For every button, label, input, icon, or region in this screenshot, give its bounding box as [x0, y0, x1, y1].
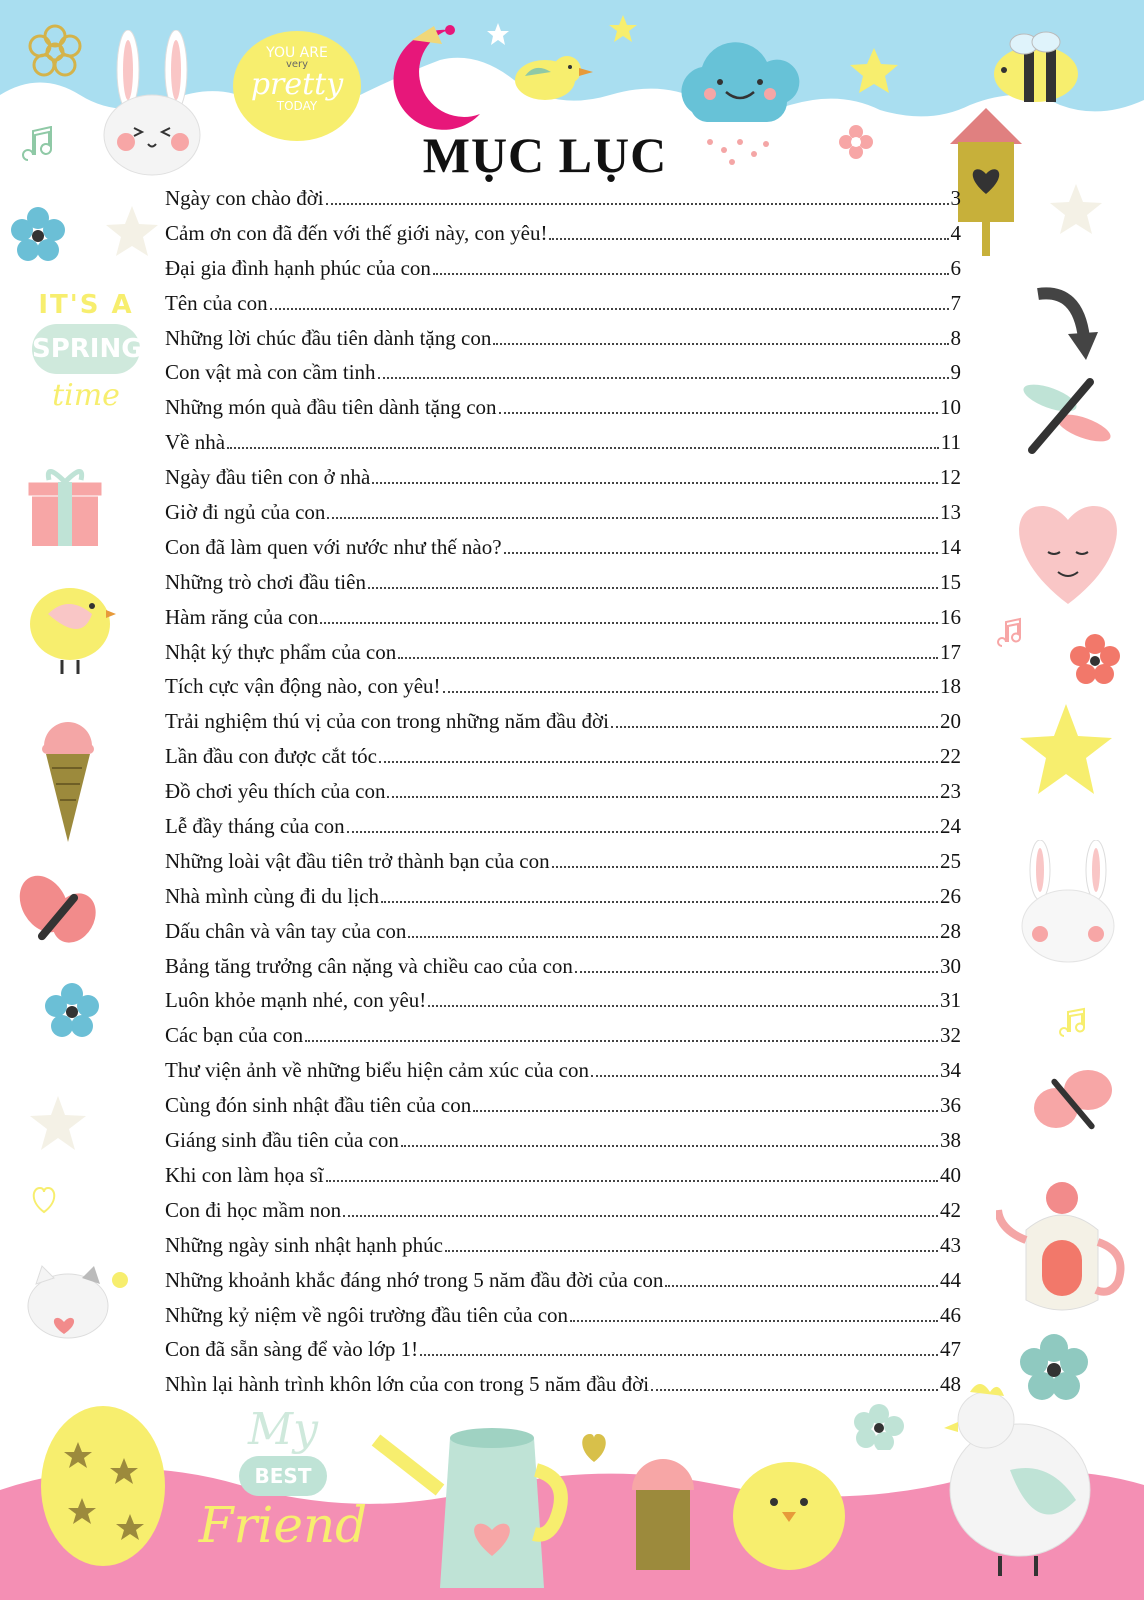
toc-leader-dots [570, 1319, 938, 1322]
best-friend-badge [198, 1404, 368, 1578]
toc-entry[interactable] [165, 605, 961, 640]
toc-leader-dots [326, 1179, 938, 1182]
toc-entry-page: 12 [940, 465, 961, 490]
toc-entry-label: Những kỷ niệm về ngôi trường đầu tiên của con [165, 1302, 569, 1327]
toc-leader-dots [504, 551, 938, 554]
toc-entry-page: 40 [940, 1162, 961, 1187]
toc-entry[interactable] [165, 744, 961, 779]
cat-icon [24, 1262, 134, 1342]
star-face-icon [1016, 700, 1116, 800]
star-face-icon [1048, 182, 1104, 238]
butterfly-icon [16, 868, 100, 956]
toc-leader-dots [381, 900, 938, 903]
ice-cream-icon [38, 708, 98, 844]
cupcake-icon [626, 1446, 700, 1570]
toc-leader-dots [320, 621, 938, 624]
star-icon [608, 14, 638, 44]
toc-leader-dots [591, 1074, 938, 1077]
toc-leader-dots [445, 1249, 938, 1252]
toc-leader-dots [443, 690, 938, 693]
toc-entry[interactable] [165, 570, 961, 605]
toc-entry[interactable] [165, 1372, 961, 1407]
toc-entry[interactable] [165, 221, 961, 256]
toc-entry-label: Những ngày sinh nhật hạnh phúc [165, 1232, 443, 1257]
toc-entry-page: 4 [950, 220, 961, 245]
pretty-line-4: TODAY [276, 99, 318, 113]
toc-leader-dots [270, 307, 949, 310]
toc-leader-dots [428, 1004, 938, 1007]
toc-entry-label: Đồ chơi yêu thích của con [165, 779, 386, 804]
toc-entry-page: 38 [940, 1128, 961, 1153]
toc-entry[interactable] [165, 988, 961, 1023]
toc-entry-label: Những món quà đầu tiên dành tặng con [165, 395, 497, 420]
toc-entry-page: 28 [940, 918, 961, 943]
toc-leader-dots [401, 1144, 938, 1147]
star-icon [486, 22, 510, 46]
toc-entry-page: 11 [940, 430, 961, 455]
toc-entry[interactable] [165, 186, 961, 221]
toc-entry[interactable] [165, 814, 961, 849]
toc-entry-page: 15 [940, 569, 961, 594]
toc-entry-label: Đại gia đình hạnh phúc của con [165, 255, 431, 280]
toc-entry-page: 44 [940, 1267, 961, 1292]
toc-entry[interactable] [165, 1023, 961, 1058]
toc-leader-dots [368, 586, 938, 589]
toc-entry-page: 31 [940, 988, 961, 1013]
dragonfly-icon [1020, 374, 1116, 458]
toc-leader-dots [433, 272, 949, 275]
toc-leader-dots [379, 760, 938, 763]
toc-entry-page: 22 [940, 744, 961, 769]
toc-entry-page: 7 [950, 290, 961, 315]
toc-entry[interactable] [165, 256, 961, 291]
chick-icon [18, 574, 118, 678]
toc-entry-label: Con đi học mầm non [165, 1197, 342, 1222]
toc-leader-dots [343, 1214, 938, 1217]
toc-entry[interactable] [165, 1128, 961, 1163]
toc-entry-label: Những khoảnh khắc đáng nhớ trong 5 năm đầu đời của con [165, 1267, 664, 1292]
toc-leader-dots [549, 237, 948, 240]
toc-entry[interactable] [165, 884, 961, 919]
hen-icon [940, 1380, 1100, 1580]
toc-leader-dots [499, 411, 938, 414]
toc-entry-label: Lần đầu con được cắt tóc [165, 744, 377, 769]
toc-entry[interactable] [165, 500, 961, 535]
toc-entry-label: Con đã sẵn sàng để vào lớp 1! [165, 1337, 419, 1362]
toc-leader-dots [575, 970, 938, 973]
toc-entry-page: 47 [940, 1337, 961, 1362]
spring-line-1: IT'S A [38, 290, 134, 320]
toc-leader-dots [552, 865, 938, 868]
spring-line-2: SPRING [32, 324, 140, 374]
curved-arrow-icon [1034, 284, 1100, 364]
toc-entry[interactable] [165, 1058, 961, 1093]
toc-entry-label: Những lời chúc đầu tiên dành tặng con [165, 325, 492, 350]
pretty-line-2: very [285, 59, 309, 70]
toc-entry-page: 16 [940, 604, 961, 629]
toc-entry-page: 6 [950, 255, 961, 280]
toc-entry[interactable] [165, 1093, 961, 1128]
toc-entry-page: 8 [950, 325, 961, 350]
toc-entry[interactable] [165, 1163, 961, 1198]
toc-entry-label: Giáng sinh đầu tiên của con [165, 1128, 399, 1153]
toc-entry-page: 17 [940, 639, 961, 664]
spring-time-badge [32, 290, 143, 440]
toc-entry-label: Những trò chơi đầu tiên [165, 569, 366, 594]
toc-leader-dots [398, 656, 938, 659]
toc-entry-page: 34 [940, 1058, 961, 1083]
toc-entry-page: 13 [940, 500, 961, 525]
toc-entry-label: Trải nghiệm thú vị của con trong những năm đầu đời [165, 709, 609, 734]
toc-entry[interactable] [165, 430, 961, 465]
star-face-icon [28, 1094, 88, 1152]
friend-line-2: BEST [239, 1456, 328, 1496]
egg-icon [38, 1402, 168, 1566]
watering-can-icon [364, 1410, 574, 1590]
toc-entry[interactable] [165, 849, 961, 884]
toc-entry-label: Bảng tăng trưởng cân nặng và chiều cao của con [165, 953, 573, 978]
toc-entry-label: Hàm răng của con [165, 604, 319, 629]
toc-entry[interactable] [165, 535, 961, 570]
toc-entry-page: 14 [940, 534, 961, 559]
toc-entry-label: Tích cực vận động nào, con yêu! [165, 674, 441, 699]
spring-line-3: time [52, 378, 120, 413]
toc-leader-dots [387, 795, 938, 798]
moon-icon [388, 22, 488, 132]
bunny-icon [1012, 840, 1124, 970]
toc-entry-page: 36 [940, 1093, 961, 1118]
toc-entry-page: 26 [940, 883, 961, 908]
toc-entry[interactable] [165, 919, 961, 954]
heart-outline-icon [32, 1184, 56, 1214]
toc-entry-page: 42 [940, 1197, 961, 1222]
heart-icon [580, 1430, 608, 1464]
toc-entry[interactable] [165, 1198, 961, 1233]
toc-entry-page: 18 [940, 674, 961, 699]
toc-entry-label: Nhà mình cùng đi du lịch [165, 883, 380, 908]
toc-entry[interactable] [165, 465, 961, 500]
toc-entry-label: Con vật mà con cầm tinh [165, 360, 376, 385]
toc-entry-label: Ngày đầu tiên con ở nhà [165, 465, 371, 490]
toc-entry-label: Nhìn lại hành trình khôn lớn của con trong 5 năm đầu đời [165, 1372, 650, 1397]
table-of-contents [165, 186, 961, 1407]
toc-entry[interactable] [165, 326, 961, 361]
toc-entry[interactable] [165, 674, 961, 709]
toc-entry-page: 23 [940, 779, 961, 804]
pretty-line-3: pretty [250, 67, 344, 102]
toc-entry-label: Khi con làm họa sĩ [165, 1162, 324, 1187]
toc-entry-page: 3 [950, 186, 961, 210]
heart-face-icon [1008, 500, 1128, 606]
toc-leader-dots [372, 481, 938, 484]
toc-entry[interactable] [165, 1337, 961, 1372]
music-note-icon [996, 616, 1026, 652]
blue-flower-icon [44, 982, 100, 1038]
toc-entry-label: Luôn khỏe mạnh nhé, con yêu! [165, 988, 427, 1013]
toc-entry-label: Lễ đầy tháng của con [165, 814, 345, 839]
toc-entry-page: 48 [940, 1372, 961, 1397]
page-title: MỤC LỤC [422, 127, 668, 183]
music-note-icon [1058, 1006, 1092, 1040]
toc-entry[interactable] [165, 709, 961, 744]
toc-entry[interactable] [165, 1303, 961, 1338]
flower-outline-icon [22, 22, 88, 82]
toc-entry-label: Giờ đi ngủ của con [165, 500, 326, 525]
toc-leader-dots [665, 1284, 938, 1287]
toc-entry-label: Về nhà [165, 430, 226, 455]
toc-entry[interactable] [165, 640, 961, 675]
friend-line-1: My [248, 1404, 318, 1455]
bee-icon [984, 30, 1094, 110]
toc-entry-page: 9 [950, 360, 961, 385]
toc-entry-label: Ngày con chào đời [165, 186, 324, 210]
butterfly-icon [1032, 1064, 1116, 1144]
toc-leader-dots [651, 1388, 938, 1391]
friend-line-3: Friend [198, 1496, 368, 1554]
toc-leader-dots [408, 935, 938, 938]
red-flower-icon [1070, 634, 1120, 684]
toc-leader-dots [493, 342, 948, 345]
toc-leader-dots [227, 446, 939, 449]
toc-entry[interactable] [165, 779, 961, 814]
flower-icon [854, 1404, 904, 1450]
blue-flower-icon [10, 206, 66, 262]
toc-entry-page: 32 [940, 1023, 961, 1048]
toc-entry-label: Con đã làm quen với nước như thế nào? [165, 534, 502, 559]
gift-box-icon [26, 464, 104, 550]
round-chick-icon [730, 1446, 848, 1570]
toc-leader-dots [327, 516, 938, 519]
toc-leader-dots [326, 202, 949, 205]
toc-leader-dots [611, 725, 938, 728]
toc-entry-page: 43 [940, 1232, 961, 1257]
teapot-icon [996, 1170, 1130, 1322]
toc-entry[interactable] [165, 954, 961, 989]
toc-entry[interactable] [165, 360, 961, 395]
toc-entry[interactable] [165, 1233, 961, 1268]
toc-leader-dots [473, 1109, 938, 1112]
toc-entry-page: 10 [940, 395, 961, 420]
pretty-line-1: YOU ARE [266, 45, 328, 61]
toc-entry-page: 20 [940, 709, 961, 734]
toc-entry[interactable] [165, 1268, 961, 1303]
toc-leader-dots [305, 1039, 938, 1042]
toc-entry-page: 24 [940, 814, 961, 839]
toc-entry-label: Cảm ơn con đã đến với thế giới này, con yêu! [165, 220, 548, 245]
toc-entry-label: Cùng đón sinh nhật đầu tiên của con [165, 1093, 472, 1118]
toc-entry-page: 46 [940, 1302, 961, 1327]
toc-entry-label: Dấu chân và vân tay của con [165, 918, 407, 943]
toc-leader-dots [420, 1353, 938, 1356]
toc-entry-label: Thư viện ảnh về những biểu hiện cảm xúc của con [165, 1058, 589, 1083]
toc-entry-label: Những loài vật đầu tiên trở thành bạn của con [165, 848, 550, 873]
toc-entry-label: Nhật ký thực phẩm của con [165, 639, 397, 664]
toc-entry-page: 30 [940, 953, 961, 978]
bird-icon [505, 48, 595, 108]
toc-entry[interactable] [165, 395, 961, 430]
star-face-icon [104, 204, 160, 260]
toc-entry[interactable] [165, 291, 961, 326]
toc-entry-label: Tên của con [165, 290, 268, 315]
toc-entry-label: Các bạn của con [165, 1023, 304, 1048]
toc-leader-dots [378, 376, 949, 379]
toc-leader-dots [347, 830, 938, 833]
star-face-icon [848, 46, 900, 96]
toc-entry-page: 25 [940, 848, 961, 873]
